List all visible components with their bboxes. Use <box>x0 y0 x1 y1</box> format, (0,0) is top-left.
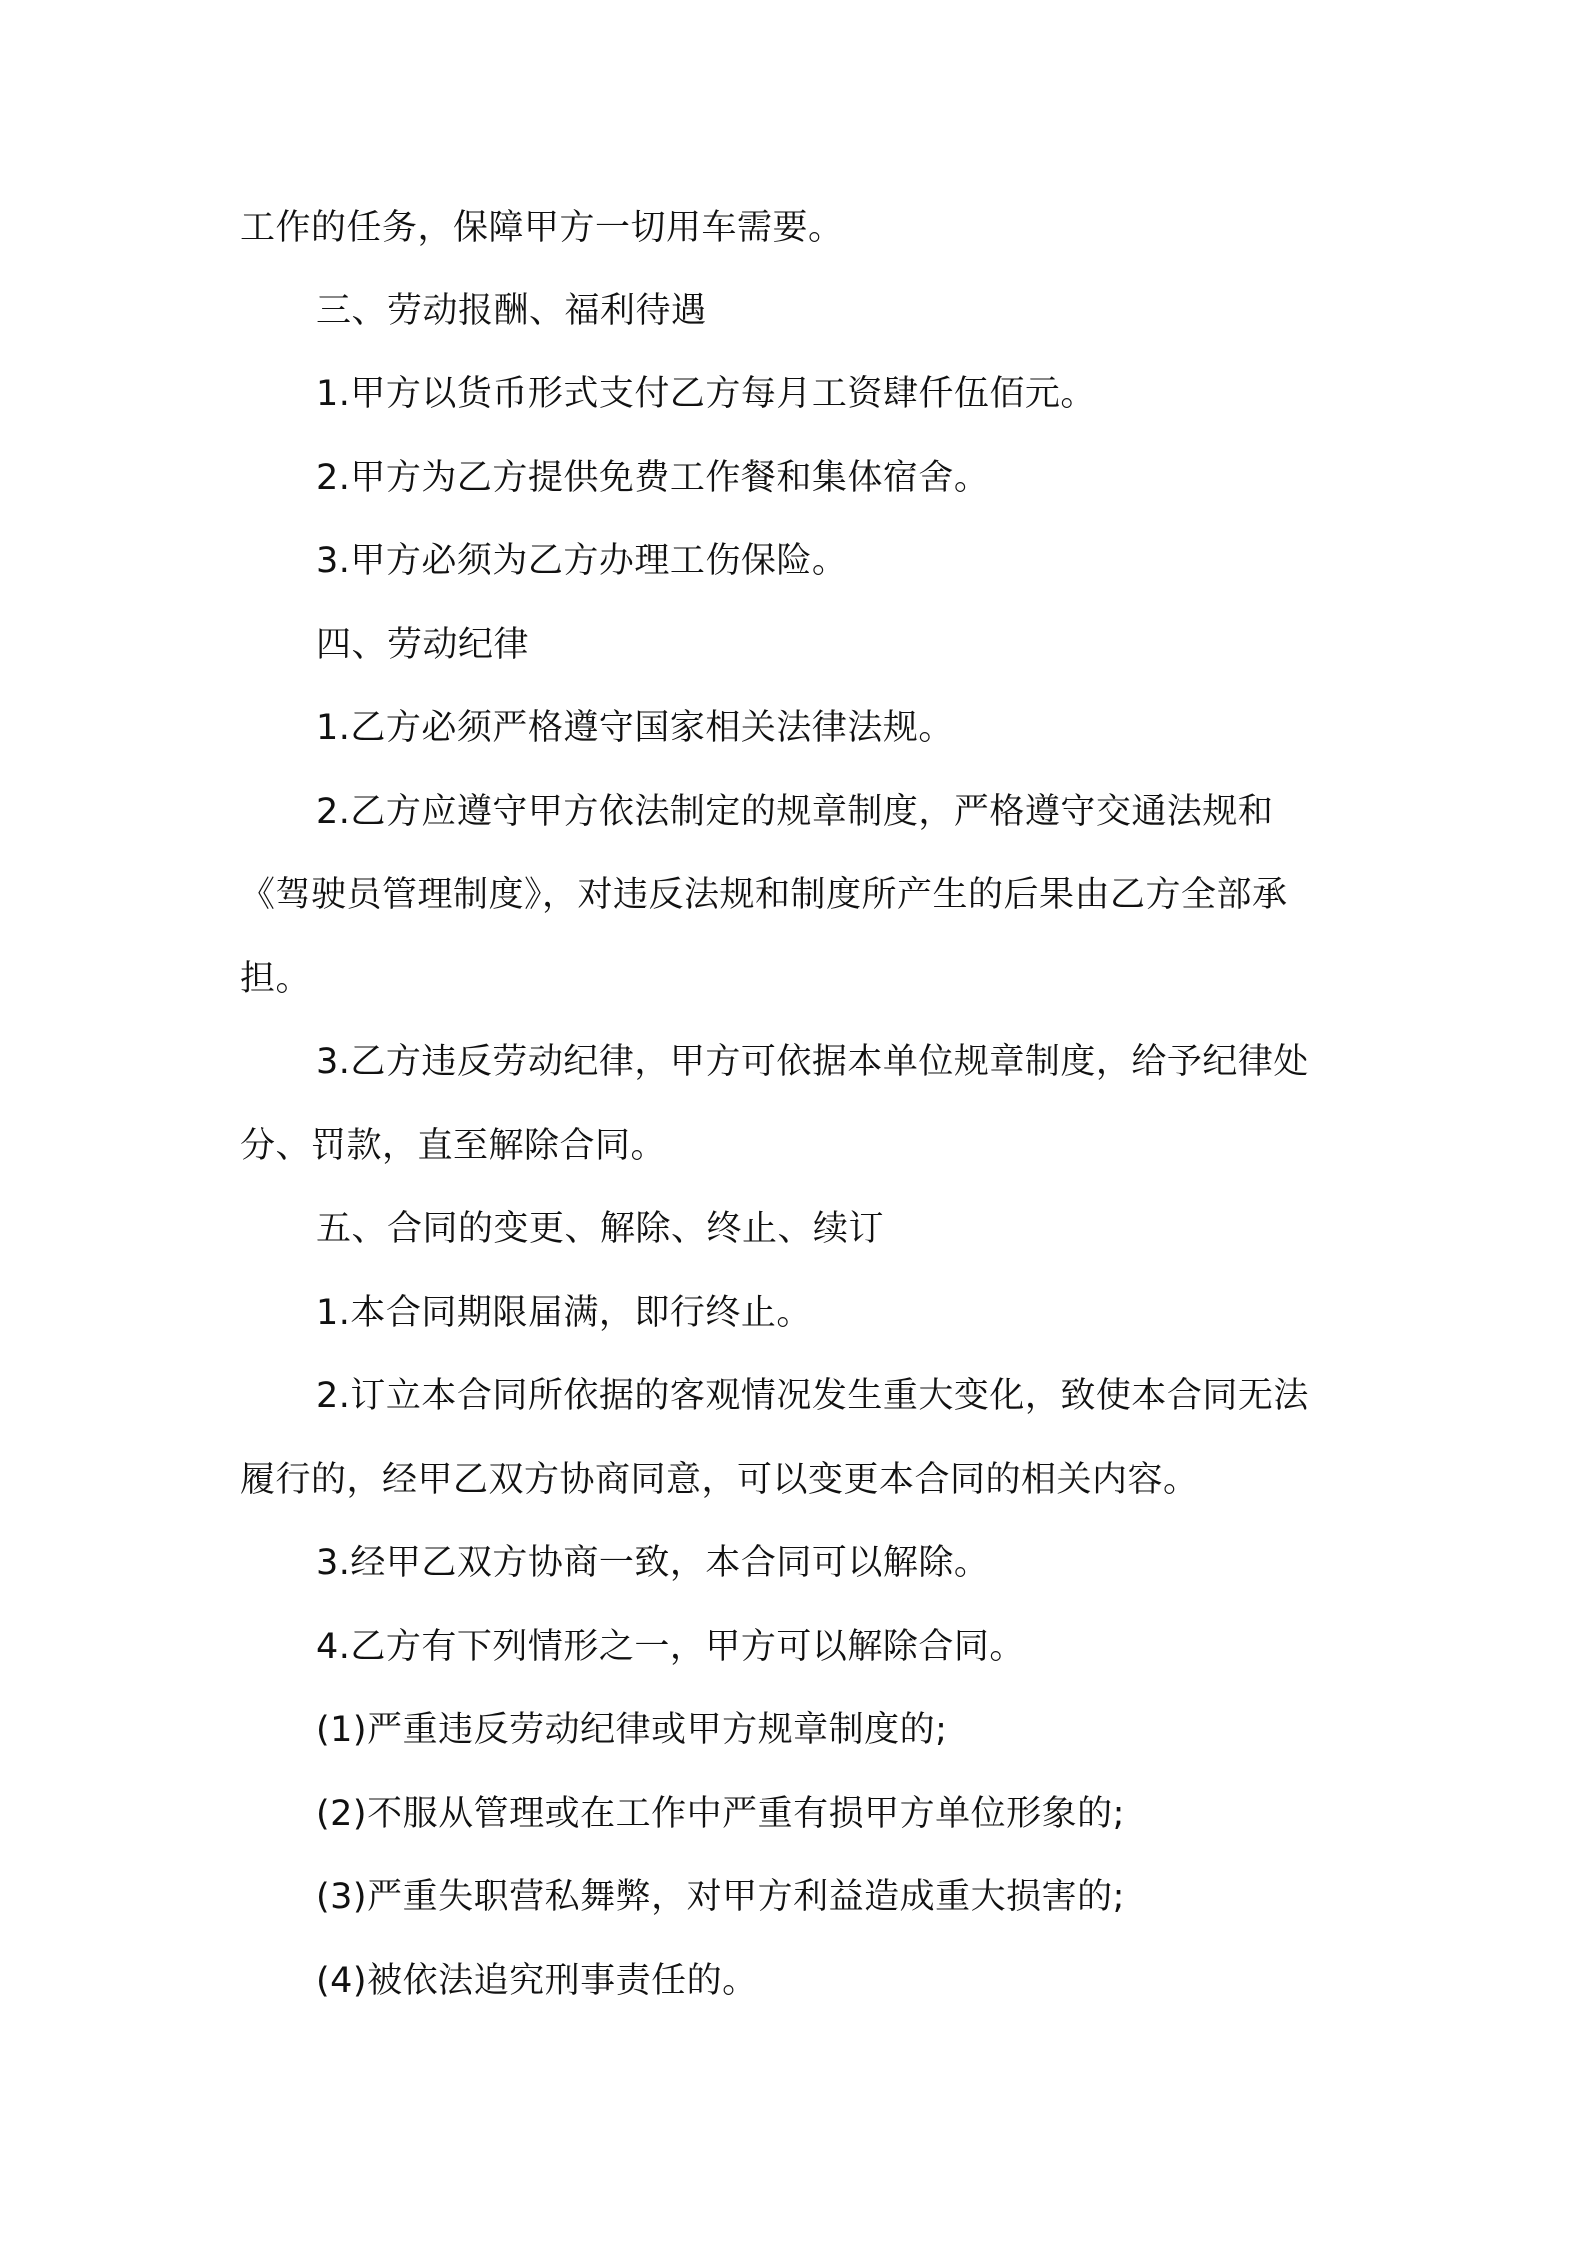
section-heading-3-remuneration: 三、劳动报酬、福利待遇 <box>316 291 707 331</box>
clause-4-2-line-2: 《驾驶员管理制度》，对违反法规和制度所产生的后果由乙方全部承 <box>240 875 1288 915</box>
clause-4-2-line-3: 担。 <box>240 959 312 999</box>
clause-5-4-item-3: (3)严重失职营私舞弊，对甲方利益造成重大损害的; <box>316 1877 1125 1917</box>
section-heading-4-discipline: 四、劳动纪律 <box>316 625 530 665</box>
clause-5-4: 4.乙方有下列情形之一，甲方可以解除合同。 <box>316 1627 1025 1667</box>
clause-5-2-line-1: 2.订立本合同所依据的客观情况发生重大变化，致使本合同无法 <box>316 1376 1309 1416</box>
clause-5-4-item-1: (1)严重违反劳动纪律或甲方规章制度的; <box>316 1710 948 1750</box>
clause-4-2-line-1: 2.乙方应遵守甲方依法制定的规章制度，严格遵守交通法规和 <box>316 792 1274 832</box>
clause-5-1: 1.本合同期限届满，即行终止。 <box>316 1293 812 1333</box>
clause-3-3: 3.甲方必须为乙方办理工伤保险。 <box>316 541 848 581</box>
clause-5-3: 3.经甲乙双方协商一致，本合同可以解除。 <box>316 1543 990 1583</box>
clause-3-1: 1.甲方以货币形式支付乙方每月工资肆仟伍佰元。 <box>316 374 1096 414</box>
clause-4-3-line-1: 3.乙方违反劳动纪律，甲方可依据本单位规章制度，给予纪律处 <box>316 1042 1309 1082</box>
clause-4-3-line-2: 分、罚款，直至解除合同。 <box>240 1126 667 1166</box>
text-line-continuation: 工作的任务，保障甲方一切用车需要。 <box>240 208 844 248</box>
clause-5-4-item-4: (4)被依法追究刑事责任的。 <box>316 1961 758 2001</box>
clause-5-2-line-2: 履行的，经甲乙双方协商同意，可以变更本合同的相关内容。 <box>240 1460 1199 1500</box>
section-heading-5-contract: 五、合同的变更、解除、终止、续订 <box>316 1209 885 1249</box>
clause-5-4-item-2: (2)不服从管理或在工作中严重有损甲方单位形象的; <box>316 1794 1125 1834</box>
clause-3-2: 2.甲方为乙方提供免费工作餐和集体宿舍。 <box>316 458 990 498</box>
clause-4-1: 1.乙方必须严格遵守国家相关法律法规。 <box>316 708 954 748</box>
